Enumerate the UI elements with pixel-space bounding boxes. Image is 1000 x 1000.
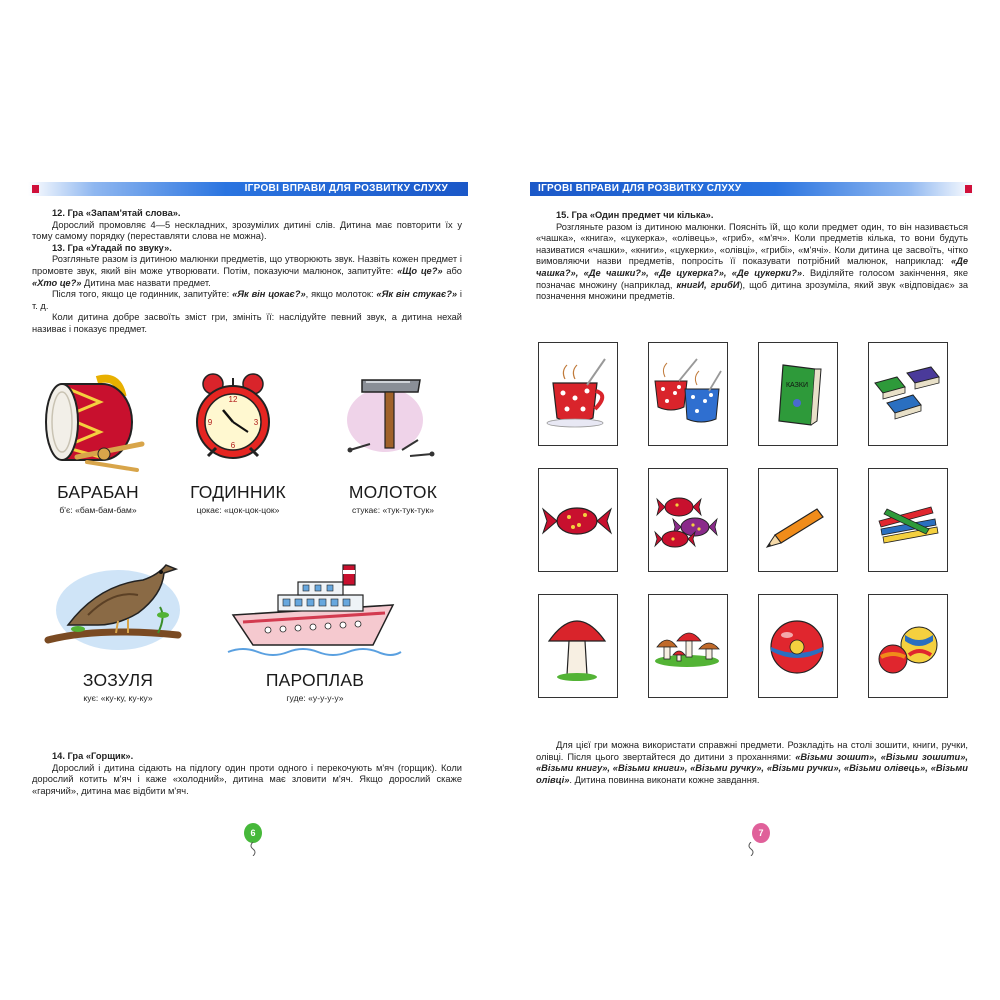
candies-icon <box>649 469 726 570</box>
sound-hammer: стукає: «тук-тук-тук» <box>351 505 435 515</box>
svg-text:6: 6 <box>230 441 236 450</box>
right-banner <box>530 182 975 196</box>
word-cuckoo: ЗОЗУЛЯ <box>82 670 154 690</box>
game13-title: 13. Гра «Угадай по звуку». <box>52 242 172 253</box>
card-many-mushrooms <box>648 594 728 698</box>
sound-steamship: гуде: «у-у-у-у» <box>286 693 344 703</box>
left-banner <box>28 182 468 196</box>
mushroom-icon <box>539 595 616 696</box>
game15-title: 15. Гра «Один предмет чи кілька». <box>556 210 714 220</box>
cup-icon <box>539 343 616 444</box>
game13-paragraph-3: Коли дитина добре засвоїть зміст гри, змініть її: наслідуйте певний звук, а дитина нехай називає і показує предмет. <box>32 312 462 334</box>
game14-text-block <box>32 751 462 797</box>
balls-icon <box>869 595 946 696</box>
card-one-ball <box>758 594 838 698</box>
game14-text: Дорослий і дитина сідають на підлогу один проти одного і перекочують м'яч (горщик). Коли дорослий котить м'яч і каже «холодний», дитина має зловити м'яч. Якщо дорослий скаже «гарячий», дитина має відбити м'яч. <box>32 762 462 796</box>
card-many-balls <box>868 594 948 698</box>
sound-drum: б'є: «бам-бам-бам» <box>59 505 137 515</box>
sound-clock: цокає: «цок-цок-цок» <box>196 505 280 515</box>
hammer-illustration <box>340 370 450 465</box>
game13-paragraph-2: Після того, якщо це годинник, запитуйте: «Як він цокає?», якщо молоток: «Як він стукає?» і т. д. <box>32 289 462 311</box>
clock-illustration <box>188 372 278 462</box>
svg-text:9: 9 <box>207 418 213 427</box>
game14-title: 14. Гра «Горщик». <box>52 751 134 761</box>
card-one-mushroom <box>538 594 618 698</box>
mushrooms-icon <box>649 595 726 696</box>
steamship-illustration <box>223 560 403 660</box>
game15-closing-text <box>536 740 968 786</box>
drum-illustration <box>42 372 152 472</box>
card-many-cups <box>648 342 728 446</box>
game12-title: 12. Гра «Запам'ятай слова». <box>52 208 181 218</box>
page-number-7: 7 <box>752 823 770 843</box>
card-one-cup <box>538 342 618 446</box>
balloon-string-icon <box>248 842 258 856</box>
card-many-pencils <box>868 468 948 572</box>
games-12-13-text <box>32 208 462 336</box>
ball-icon <box>759 595 836 696</box>
banner-marker <box>32 185 39 193</box>
left-page <box>28 150 468 860</box>
card-many-candies <box>648 468 728 572</box>
card-one-book <box>758 342 838 446</box>
banner-title: ІГРОВІ ВПРАВИ ДЛЯ РОЗВИТКУ СЛУХУ <box>244 183 448 194</box>
sound-cuckoo: кує: «ку-ку, ку-ку» <box>83 693 153 703</box>
balloon-string-icon <box>746 842 756 856</box>
card-one-pencil <box>758 468 838 572</box>
pencils-icon <box>869 469 946 570</box>
cuckoo-illustration <box>38 555 188 655</box>
word-clock: ГОДИННИК <box>190 482 286 502</box>
word-hammer: МОЛОТОК <box>348 482 438 502</box>
book-icon <box>759 343 836 444</box>
banner-title: ІГРОВІ ВПРАВИ ДЛЯ РОЗВИТКУ СЛУХУ <box>538 183 742 194</box>
game13-paragraph-1: Розгляньте разом із дитиною малюнки предметів, що утворюють звук. Назвіть кожен предмет і промовте звук, який він може утворювати. Потім, показуючи малюнок, запитуйте: «Що це?» або «Хто це?» Дитина має назвати предмет. <box>32 254 462 288</box>
right-page <box>530 150 975 860</box>
game12-text: Дорослий промовляє 4—5 нескладних, зрозумілих дитині слів. Дитина має повторити їх у тому самому порядку (переставляти слова не можна). <box>32 219 462 242</box>
game15-paragraph-2: Для цієї гри можна використати справжні предмети. Розкладіть на столі зошити, книги, ручки, олівці. Після цього звертайтеся до дитини з проханнями: «Візьми зошит», «Візьми зошити», «Візьми книгу», «Візьми книги», «Візьми ручку», «Візьми ручки», «Візьми олівець», «Візьми олівці». Дитина повинна виконати кожне завдання. <box>536 740 968 785</box>
word-drum: БАРАБАН <box>57 482 139 502</box>
card-many-books <box>868 342 948 446</box>
page-number-6: 6 <box>244 823 262 843</box>
candy-icon <box>539 469 616 570</box>
game15-text <box>536 210 968 303</box>
cups-icon <box>649 343 726 444</box>
card-one-candy <box>538 468 618 572</box>
svg-text:12: 12 <box>228 395 238 404</box>
pencil-icon <box>759 469 836 570</box>
word-steamship: ПАРОПЛАВ <box>265 670 365 690</box>
book-title: КАЗКИ <box>785 382 809 389</box>
banner-marker <box>965 185 972 193</box>
svg-text:3: 3 <box>253 418 259 427</box>
game15-paragraph-1: Розгляньте разом із дитиною малюнки. Поясніть їй, що коли предмет один, то він називається «чашка», «книга», «цукерка», «олівець», «гриб», «м'яч». Коли предметів кілька, то вони будуть називатися «чашки», «книги», «цукерки», «олівці», «грибі», «м'ячі». Коли дитина це засвоїть, чітко вимовляючи назви предметів, попросіть її показувати потрібний малюнок, наприклад: «Де чашка?», «Де чашки?», «Де цукерка?», «Де цукерки?». Виділяйте голосом закінчення, яке позначає множину (наприклад, книгИ, грибИ), щоб дитина зрозуміла, який звук «відповідає» за позначення множини предметів. <box>536 221 969 302</box>
books-icon <box>869 343 946 444</box>
